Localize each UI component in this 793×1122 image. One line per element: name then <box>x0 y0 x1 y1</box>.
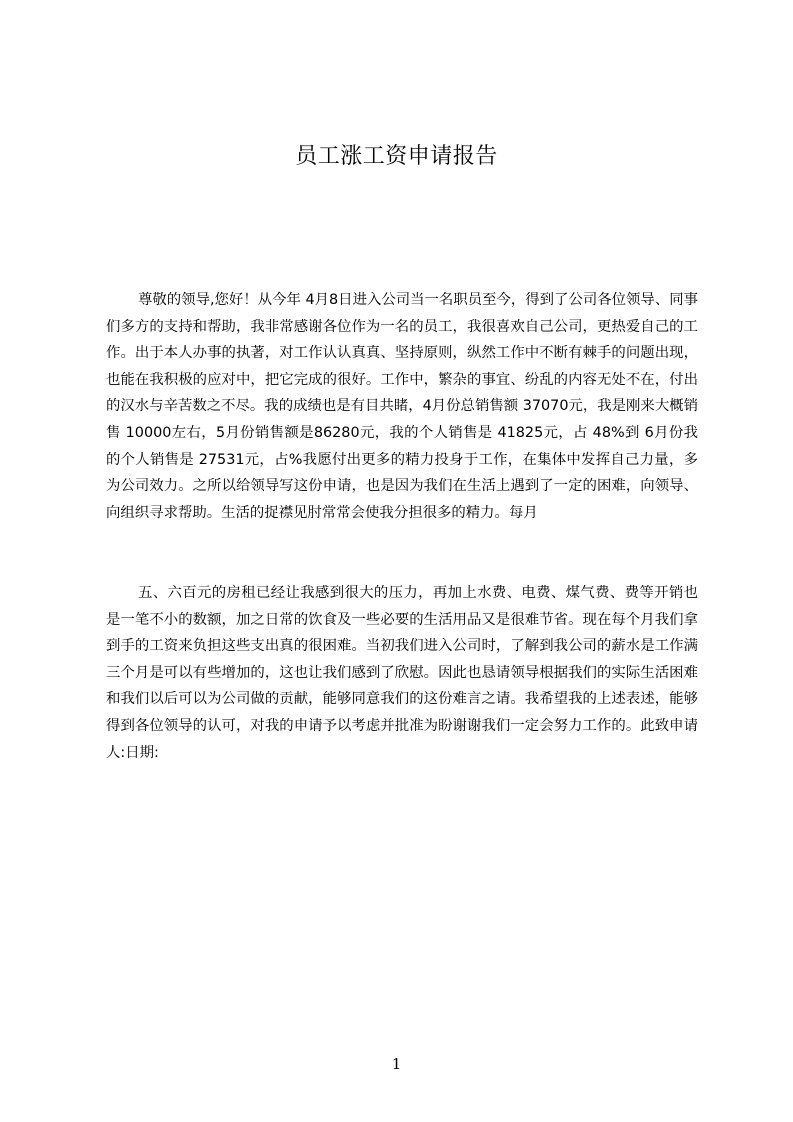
paragraph-1: 尊敬的领导,您好！从今年 4月8日进入公司当一名职员至今，得到了公司各位领导、同事们多方的支持和帮助，我非常感谢各位作为一名的员工，我很喜欢自己公司，更热爱自己的工作。出于本人办事的执著，对工作认认真真、坚持原则，纵然工作中不断有棘手的问题出现，也能在我积极的应对中，把它完成的很好。工作中，繁杂的事宜、纷乱的内容无处不在，付出的汉水与辛苦数之不尽。我的成绩也是有目共睹，4月份总销售额 37070元，我是刚来大概销售 10000左右，5月份销售额是86280元，我的个人销售是 41825元，占 48%到 6月份我的个人销售是 27531元，占%我愿付出更多的精力投身于工作，在集体中发挥自己力量，多为公司效力。之所以给领导写这份申请，也是因为我们在生活上遇到了一定的困难，向领导、向组织寻求帮助。生活的捉襟见肘常常会使我分担很多的精力。每月 <box>106 292 698 521</box>
document-title: 员工涨工资申请报告 <box>295 144 498 169</box>
paragraph-2: 五、六百元的房租已经让我感到很大的压力，再加上水费、电费、煤气费、费等开销也是一笔不小的数额，加之日常的饮食及一些必要的生活用品又是很难节省。现在每个月我们拿到手的工资来负担这些支出真的很困难。当初我们进入公司时，了解到我公司的薪水是工作满三个月是可以有些增加的，这也让我们感到了欣慰。因此也恳请领导根据我们的实际生活困难和我们以后可以为公司做的贡献，能够同意我们的这份难言之请。我希望我的上述表述，能够得到各位领导的认可，对我的申请予以考虑并批准为盼谢谢我们一定会努力工作的。此致申请人:日期: <box>106 585 698 761</box>
page-number: 1 <box>391 1055 402 1073</box>
